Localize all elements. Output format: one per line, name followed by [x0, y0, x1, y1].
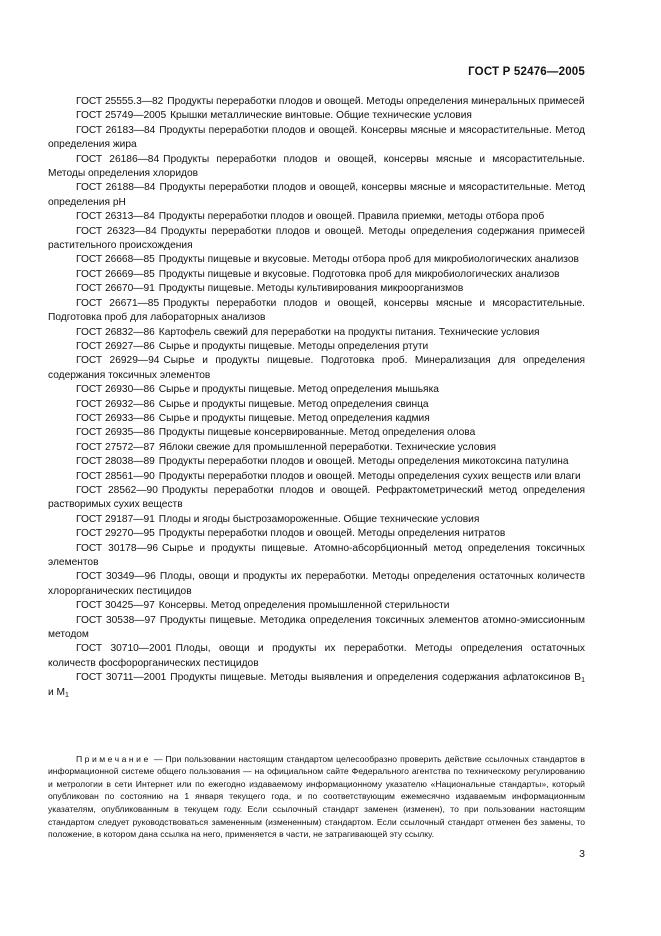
reference-title: Продукты переработки плодов и овощей. Методы определения содержания примесей растительного происхождения: [48, 225, 585, 252]
reference-title: Сырье и продукты пищевые. Атомно-абсорбционный метод определения токсичных элементов: [48, 542, 585, 568]
reference-code: ГОСТ 30538—97: [76, 614, 156, 626]
reference-title: Продукты пищевые. Методы выявления и определения содержания афлатоксинов B: [170, 672, 582, 684]
reference-title: Продукты переработки плодов и овощей. Методы определения минеральных примесей: [167, 96, 585, 107]
reference-item: [48, 599, 585, 613]
reference-code: ГОСТ 26932—86: [76, 398, 155, 410]
reference-code: ГОСТ 30349—96: [76, 571, 156, 583]
reference-item: [48, 642, 585, 671]
reference-code: ГОСТ 30711—2001: [76, 672, 167, 684]
reference-item: [48, 282, 585, 296]
reference-title: Продукты пищевые. Методы культивирования микроорганизмов: [158, 283, 464, 295]
reference-item: [48, 253, 585, 267]
note-text: — При пользовании настоящим стандартом целесообразно проверить действие ссылочных стандартов в информационной системе общего пользования — на официальном сайте Федерального агентства по техническому регулированию и метрологии в сети Интернет или по ежегодно издаваемому информационному указателю «Национальные стандарты», который опубликован по состоянию на 1 января текущего года, и по соответствующим ежемесячно издаваемым информационным указателям, опубликованным в текущем году. Если ссылочный стандарт заменен (изменен), то при пользовании настоящим стандартом следует руководствоваться замененным (измененным) стандартом. Если ссылочный стандарт отменен без замены, то положение, в котором дана ссылка на него, применяется в части, не затрагивающей эту ссылку.: [48, 753, 585, 840]
reference-title: Сырье и продукты пищевые. Методы определения ртути: [158, 340, 429, 352]
reference-code: ГОСТ 26670—91: [76, 283, 155, 295]
reference-code: ГОСТ 29270—95: [76, 528, 155, 540]
reference-item: [48, 326, 585, 340]
reference-item: [48, 354, 585, 383]
reference-title: Продукты пищевые и вкусовые. Подготовка проб для микробиологических анализов: [158, 268, 560, 280]
reference-code: ГОСТ 25555.3—82: [76, 96, 164, 107]
reference-code: ГОСТ 26832—86: [76, 326, 155, 338]
reference-title: Продукты переработки плодов и овощей. Методы определения сухих веществ или влаги: [158, 470, 581, 482]
reference-title: Консервы. Метод определения промышленной стерильности: [158, 600, 450, 612]
reference-item: [48, 153, 585, 182]
reference-title: Сырье и продукты пищевые. Метод определения свинца: [158, 398, 429, 410]
reference-code: ГОСТ 26671—85: [76, 297, 160, 309]
reference-item: [48, 95, 585, 109]
reference-item: [48, 484, 585, 513]
reference-title: Сырье и продукты пищевые. Метод определения кадмия: [158, 412, 430, 424]
reference-item: [48, 210, 585, 224]
reference-title: Плоды и ягоды быстрозамороженные. Общие технические условия: [158, 513, 480, 525]
note-label: Примечание: [76, 753, 151, 764]
reference-title: Плоды, овощи и продукты их переработки. Методы определения остаточных количеств хлорорганических пестицидов: [48, 571, 586, 597]
reference-item: [48, 383, 585, 397]
reference-title: Продукты переработки плодов и овощей, консервы мясные и мясорастительные. Подготовка проб для лабораторных анализов: [48, 297, 585, 324]
reference-title: Сырье и продукты пищевые. Метод определения мышьяка: [158, 384, 439, 396]
reference-title: Продукты переработки плодов и овощей. Методы определения нитратов: [158, 528, 506, 540]
reference-item: [48, 225, 585, 254]
reference-title: Продукты переработки плодов и овощей, консервы мясные и мясорастительные. Метод определения pH: [48, 182, 585, 208]
reference-item: [48, 124, 585, 153]
reference-title: Яблоки свежие для промышленной переработки. Технические условия: [158, 441, 497, 453]
reference-title: Плоды, овощи и продукты их переработки. Методы определения остаточных количеств фосфорорганических пестицидов: [48, 643, 585, 669]
reference-item: [48, 268, 585, 282]
reference-title: Картофель свежий для переработки на продукты питания. Технические условия: [158, 326, 540, 338]
reference-code: ГОСТ 26186—84: [76, 153, 160, 165]
reference-code: ГОСТ 30425—97: [76, 600, 155, 612]
note-paragraph: [48, 753, 585, 841]
reference-code: ГОСТ 30178—96: [76, 542, 159, 554]
reference-item: [48, 542, 585, 571]
reference-item: [48, 398, 585, 412]
reference-title: Продукты переработки плодов и овощей. Методы определения микотоксина патулина: [158, 456, 569, 468]
reference-title: Продукты пищевые. Методика определения токсичных элементов атомно-эмиссионным методом: [48, 614, 585, 641]
reference-title: Продукты переработки плодов и овощей. Правила приемки, методы отбора проб: [158, 211, 545, 223]
reference-title: Крышки металлические винтовые. Общие технические условия: [170, 110, 472, 122]
page-number: 3: [579, 848, 585, 860]
reference-code: ГОСТ 25749—2005: [76, 110, 167, 122]
reference-code: ГОСТ 28562—90: [76, 484, 158, 496]
subscript: 1: [65, 691, 69, 699]
reference-item: [48, 441, 585, 455]
reference-item: [48, 671, 585, 700]
reference-code: ГОСТ 26930—86: [76, 384, 155, 396]
reference-code: ГОСТ 26927—86: [76, 340, 155, 352]
reference-item: [48, 181, 585, 210]
reference-code: ГОСТ 26668—85: [76, 254, 155, 266]
reference-title: Продукты пищевые консервированные. Метод определения олова: [158, 427, 476, 439]
reference-code: ГОСТ 26933—86: [76, 412, 155, 424]
reference-code: ГОСТ 26183—84: [76, 124, 156, 136]
reference-item: [48, 570, 585, 599]
reference-code: ГОСТ 26669—85: [76, 268, 155, 280]
document-code-header: ГОСТ Р 52476—2005: [468, 66, 585, 78]
reference-code: ГОСТ 26323—84: [76, 225, 157, 237]
reference-title: Продукты пищевые и вкусовые. Методы отбора проб для микробиологических анализов: [158, 254, 579, 266]
reference-item: [48, 455, 585, 469]
reference-item: [48, 297, 585, 326]
reference-item: [48, 426, 585, 440]
subscript: 1: [581, 677, 585, 685]
reference-item: [48, 412, 585, 426]
reference-code: ГОСТ 26188—84: [76, 182, 156, 194]
reference-title: Продукты переработки плодов и овощей. Консервы мясные и мясорастительные. Метод определения жира: [48, 124, 585, 151]
reference-item: [48, 614, 585, 643]
reference-code: ГОСТ 26313—84: [76, 211, 155, 223]
reference-code: ГОСТ 28561—90: [76, 470, 155, 482]
reference-code: ГОСТ 28038—89: [76, 456, 155, 468]
reference-title: Продукты переработки плодов и овощей. Рефрактометрический метод определения растворимых сухих веществ: [48, 484, 585, 511]
reference-title: Продукты переработки плодов и овощей, консервы мясные и мясорастительные. Методы определения хлоридов: [48, 153, 585, 180]
normative-references-list: [48, 95, 585, 700]
reference-title-continued: и M: [48, 686, 66, 698]
reference-title: Сырье и продукты пищевые. Подготовка проб. Минерализация для определения содержания токсичных элементов: [48, 355, 585, 381]
reference-code: ГОСТ 30710—2001: [76, 643, 172, 655]
reference-code: ГОСТ 26929—94: [76, 355, 160, 367]
reference-item: [48, 109, 585, 123]
reference-code: ГОСТ 29187—91: [76, 513, 155, 525]
reference-code: ГОСТ 27572—87: [76, 441, 155, 453]
reference-item: [48, 527, 585, 541]
reference-item: [48, 470, 585, 484]
reference-code: ГОСТ 26935—86: [76, 427, 155, 439]
reference-item: [48, 340, 585, 354]
reference-item: [48, 513, 585, 527]
